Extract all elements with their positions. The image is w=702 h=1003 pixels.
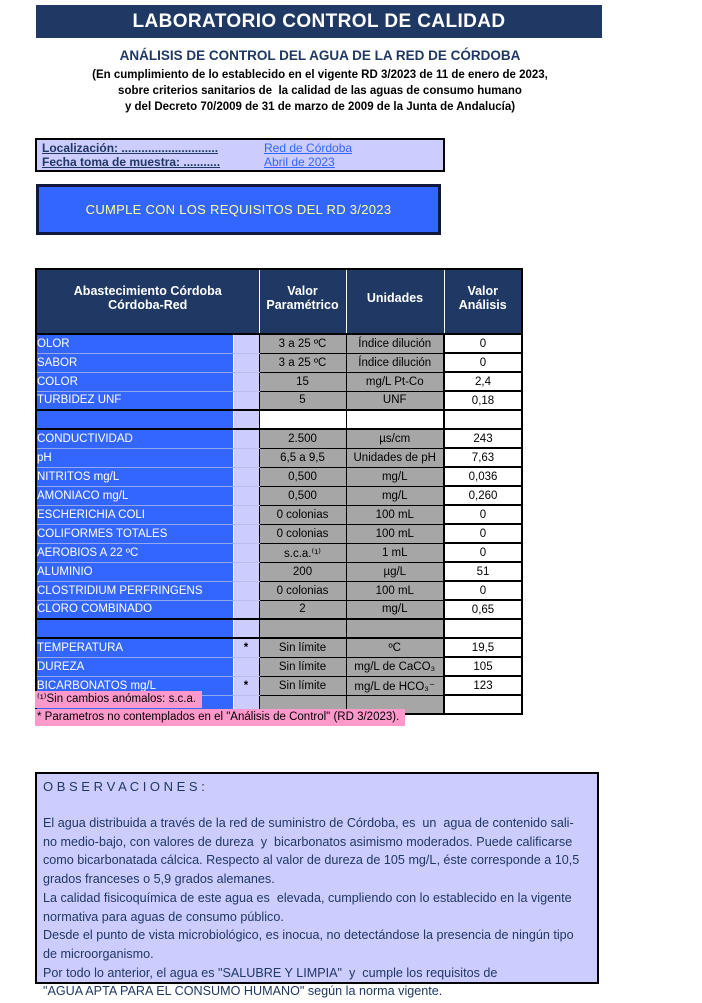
- param-name-cell: ALUMINIO: [36, 562, 233, 581]
- table-row: [36, 581, 522, 600]
- observation-line: Por todo lo anterior, el agua es "SALUBRE Y LIMPIA" y cumple los requisitos de: [43, 965, 498, 980]
- table-row: [36, 467, 522, 486]
- param-name-cell: pH: [36, 448, 233, 467]
- param-limit-cell: 0,500: [259, 486, 346, 505]
- param-limit-cell: 15: [259, 372, 346, 391]
- observation-line: no medio-bajo, con valores de dureza y bicarbonatos asimismo moderados. Puede calificarse: [43, 834, 573, 849]
- param-name-cell: TURBIDEZ UNF: [36, 391, 233, 410]
- param-units-cell: mg/L de HCO₃⁻: [346, 676, 444, 695]
- param-limit-cell: 3 a 25 ºC: [259, 334, 346, 353]
- verdict-banner: CUMPLE CON LOS REQUISITOS DEL RD 3/2023: [36, 184, 441, 235]
- sample-date-value: Abril de 2023: [264, 155, 335, 169]
- col-header-value-line1: Valor: [467, 283, 499, 298]
- table-row: [36, 562, 522, 581]
- compliance-note: [0, 67, 640, 115]
- table-row: [36, 600, 522, 619]
- param-value-cell: [444, 410, 522, 429]
- col-header-parameter: [36, 269, 259, 334]
- table-row: [36, 353, 522, 372]
- param-value-cell: 0,65: [444, 600, 522, 619]
- table-row: [36, 429, 522, 448]
- results-header-row: [36, 269, 522, 334]
- param-value-cell: 0: [444, 505, 522, 524]
- param-limit-cell: [259, 619, 346, 638]
- param-name-cell: CLORO COMBINADO: [36, 600, 233, 619]
- col-header-parameter-line1: Abastecimiento Córdoba: [73, 283, 222, 298]
- param-flag-cell: [233, 619, 259, 638]
- col-header-value-line2: Análisis: [458, 297, 507, 312]
- param-limit-cell: 200: [259, 562, 346, 581]
- table-row-spacer: [36, 619, 522, 638]
- observation-line: grados franceses o 5,9 grados alemanes.: [43, 872, 275, 887]
- param-flag-cell: [233, 410, 259, 429]
- col-header-value: [444, 269, 522, 334]
- param-units-cell: 1 mL: [346, 543, 444, 562]
- param-limit-cell: 0 colonias: [259, 581, 346, 600]
- observations-box: [35, 772, 599, 999]
- param-value-cell: 0: [444, 543, 522, 562]
- param-flag-cell: [233, 334, 259, 353]
- table-row: [36, 448, 522, 467]
- param-limit-cell: 2.500: [259, 429, 346, 448]
- param-value-cell: 2,4: [444, 372, 522, 391]
- param-units-cell: Índice dilución: [346, 334, 444, 353]
- param-name-cell: TEMPERATURA: [36, 638, 233, 657]
- param-value-cell: 123: [444, 676, 522, 695]
- report-subtitle: ANÁLISIS DE CONTROL DEL AGUA DE LA RED DE CÓRDOBA: [119, 48, 521, 63]
- param-name-cell: CLOSTRIDIUM PERFRINGENS: [36, 581, 233, 600]
- param-limit-cell: 2: [259, 600, 346, 619]
- param-flag-cell: [233, 372, 259, 391]
- param-value-cell: 0: [444, 524, 522, 543]
- col-header-limit-line1: Valor: [287, 283, 318, 298]
- param-units-cell: 100 mL: [346, 524, 444, 543]
- sample-date-label: Fecha toma de muestra: ...........: [42, 155, 221, 169]
- param-value-cell: 0: [444, 334, 522, 353]
- sample-date-row: [37, 155, 443, 169]
- param-limit-cell: 5: [259, 391, 346, 410]
- param-name-cell: COLOR: [36, 372, 233, 391]
- observations-title: O B S E R V A C I O N E S :: [43, 779, 205, 794]
- col-header-parameter-line2: Córdoba-Red: [108, 297, 188, 312]
- param-value-cell: 105: [444, 657, 522, 676]
- observations-body: [43, 814, 597, 1001]
- param-flag-cell: [233, 448, 259, 467]
- table-row: [36, 372, 522, 391]
- param-units-cell: mg/L Pt-Co: [346, 372, 444, 391]
- param-name-cell: CONDUCTIVIDAD: [36, 429, 233, 448]
- table-row: [36, 334, 522, 353]
- param-value-cell: 7,63: [444, 448, 522, 467]
- param-units-cell: Índice dilución: [346, 353, 444, 372]
- param-units-cell: mg/L de CaCO₃: [346, 657, 444, 676]
- param-limit-cell: [259, 410, 346, 429]
- param-name-cell: AMONIACO mg/L: [36, 486, 233, 505]
- param-flag-cell: *: [233, 638, 259, 657]
- param-value-cell: [444, 695, 522, 714]
- compliance-line: sobre criterios sanitarios de la calidad de las aguas de consumo humano: [118, 85, 522, 97]
- param-name-cell: BICARBONATOS mg/L: [36, 676, 233, 695]
- param-flag-cell: [233, 391, 259, 410]
- param-limit-cell: 0 colonias: [259, 524, 346, 543]
- param-limit-cell: Sin límite: [259, 657, 346, 676]
- observation-line: Desde el punto de vista microbiológico, es inocua, no detectándose la presencia de ningún tipo: [43, 928, 574, 943]
- param-name-cell: [36, 619, 233, 638]
- param-name-cell: NITRITOS mg/L: [36, 467, 233, 486]
- table-row: [36, 638, 522, 657]
- param-limit-cell: Sin límite: [259, 638, 346, 657]
- table-row: [36, 391, 522, 410]
- param-limit-cell: 6,5 a 9,5: [259, 448, 346, 467]
- table-row: [36, 657, 522, 676]
- table-row: [36, 486, 522, 505]
- table-row: [36, 543, 522, 562]
- table-row: [36, 524, 522, 543]
- param-value-cell: 51: [444, 562, 522, 581]
- param-limit-cell: s.c.a.⁽¹⁾: [259, 543, 346, 562]
- param-flag-cell: [233, 524, 259, 543]
- param-units-cell: [346, 619, 444, 638]
- param-value-cell: 0,18: [444, 391, 522, 410]
- param-units-cell: µg/L: [346, 562, 444, 581]
- table-row-spacer: [36, 410, 522, 429]
- location-row: [37, 141, 443, 155]
- param-flag-cell: [233, 657, 259, 676]
- footnotes: [35, 691, 405, 727]
- param-units-cell: [346, 410, 444, 429]
- footnote: * Parametros no contemplados en el "Análisis de Control" (RD 3/2023).: [35, 709, 405, 726]
- param-flag-cell: [233, 353, 259, 372]
- observation-line: como bicarbonatada cálcica. Respecto al valor de dureza de 105 mg/L, éste corresponde a 10,5: [43, 853, 580, 868]
- page-title: LABORATORIO CONTROL DE CALIDAD: [36, 5, 602, 38]
- param-flag-cell: [233, 543, 259, 562]
- param-units-cell: Unidades de pH: [346, 448, 444, 467]
- param-value-cell: 0: [444, 581, 522, 600]
- observation-line: de microorganismo.: [43, 946, 154, 961]
- param-value-cell: 0,260: [444, 486, 522, 505]
- param-limit-cell: Sin límite: [259, 676, 346, 695]
- param-units-cell: 100 mL: [346, 505, 444, 524]
- param-flag-cell: [233, 429, 259, 448]
- col-header-units: Unidades: [346, 269, 444, 334]
- param-units-cell: µs/cm: [346, 429, 444, 448]
- compliance-line: y del Decreto 70/2009 de 31 de marzo de 2009 de la Junta de Andalucía): [124, 101, 516, 113]
- param-value-cell: 243: [444, 429, 522, 448]
- results-table: [35, 268, 523, 715]
- param-value-cell: 0: [444, 353, 522, 372]
- location-value: Red de Córdoba: [264, 141, 353, 155]
- param-flag-cell: [233, 600, 259, 619]
- observation-line: "AGUA APTA PARA EL CONSUMO HUMANO" según la norma vigente.: [43, 984, 443, 999]
- param-flag-cell: [233, 486, 259, 505]
- param-value-cell: 0,036: [444, 467, 522, 486]
- param-name-cell: COLIFORMES TOTALES: [36, 524, 233, 543]
- param-flag-cell: *: [233, 676, 259, 695]
- sample-info-box: [35, 138, 445, 172]
- param-units-cell: mg/L: [346, 486, 444, 505]
- param-name-cell: OLOR: [36, 334, 233, 353]
- observation-line: La calidad fisicoquímica de este agua es elevada, cumpliendo con lo establecido en la vigente: [43, 890, 572, 905]
- param-name-cell: ESCHERICHIA COLI: [36, 505, 233, 524]
- param-units-cell: ºC: [346, 638, 444, 657]
- param-name-cell: SABOR: [36, 353, 233, 372]
- param-units-cell: 100 mL: [346, 581, 444, 600]
- param-value-cell: 19,5: [444, 638, 522, 657]
- param-limit-cell: 0 colonias: [259, 505, 346, 524]
- param-units-cell: UNF: [346, 391, 444, 410]
- footnote: ⁽¹⁾Sin cambios anómalos: s.c.a.: [35, 691, 202, 708]
- param-limit-cell: 3 a 25 ºC: [259, 353, 346, 372]
- col-header-limit: [259, 269, 346, 334]
- param-value-cell: [444, 619, 522, 638]
- col-header-limit-line2: Paramétrico: [266, 297, 339, 312]
- param-name-cell: AEROBIOS A 22 ºC: [36, 543, 233, 562]
- param-units-cell: mg/L: [346, 600, 444, 619]
- compliance-line: (En cumplimiento de lo establecido en el vigente RD 3/2023 de 11 de enero de 2023,: [92, 69, 548, 81]
- observation-line: El agua distribuida a través de la red de suministro de Córdoba, es un agua de contenido sali-: [43, 816, 574, 830]
- param-flag-cell: [233, 505, 259, 524]
- location-label: Localización: .............................: [42, 141, 219, 155]
- table-row: [36, 505, 522, 524]
- param-limit-cell: 0,500: [259, 467, 346, 486]
- param-flag-cell: [233, 581, 259, 600]
- param-units-cell: mg/L: [346, 467, 444, 486]
- observation-line: normativa para aguas de consumo público.: [43, 909, 284, 924]
- param-flag-cell: [233, 467, 259, 486]
- param-name-cell: [36, 410, 233, 429]
- param-flag-cell: [233, 562, 259, 581]
- results-table-body: [36, 334, 522, 714]
- param-name-cell: DUREZA: [36, 657, 233, 676]
